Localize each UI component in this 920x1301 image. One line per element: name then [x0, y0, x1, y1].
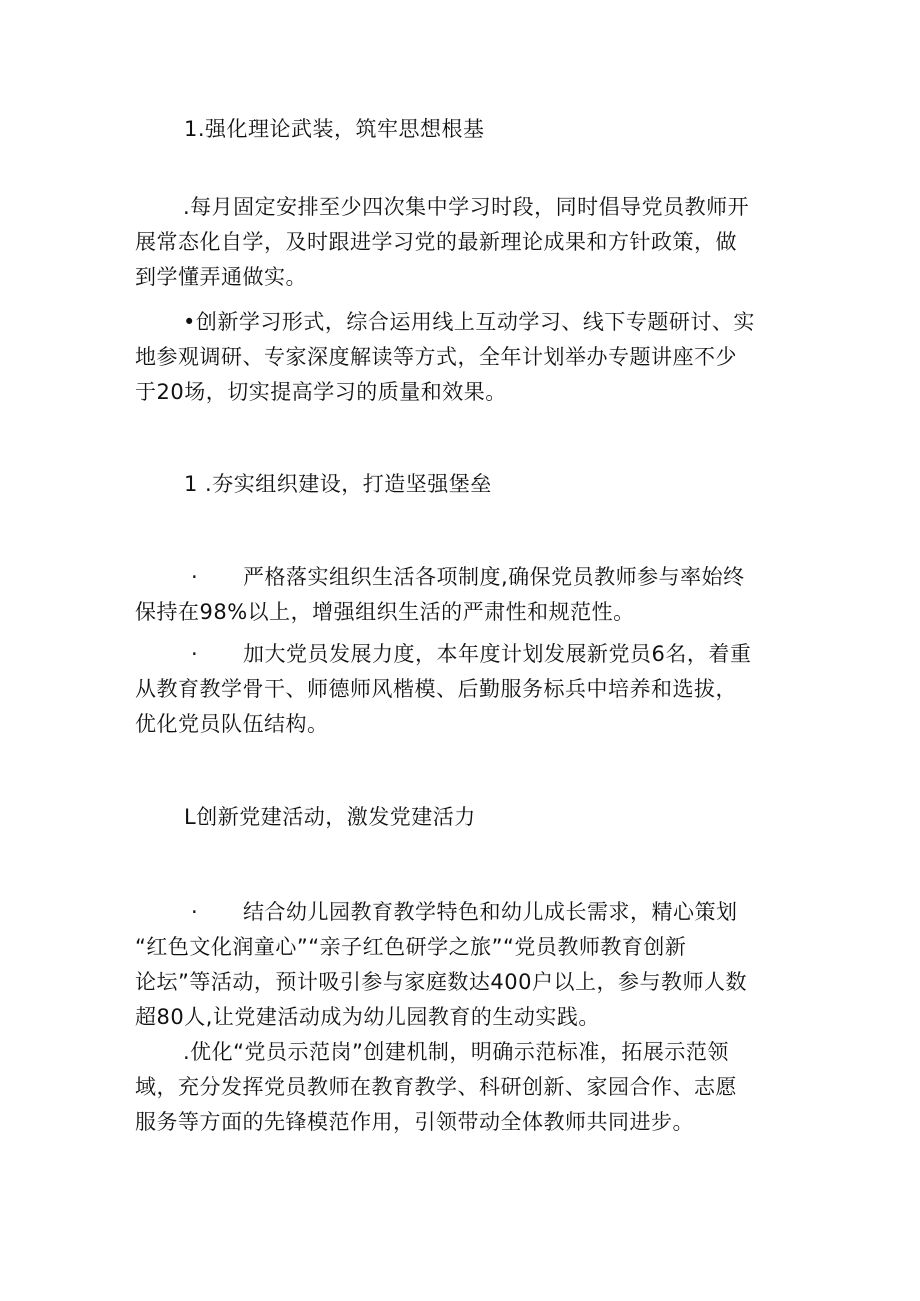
bullet-dot: · [191, 900, 199, 924]
paragraph-3-2 [135, 1035, 795, 1140]
paragraph-line: 结合幼儿园教育教学特色和幼儿成长需求，精心策划 [243, 900, 738, 924]
paragraph-3-1 [135, 895, 795, 1035]
paragraph-line: 展常态化自学，及时跟进学习党的最新理论成果和方针政策，做 [135, 230, 737, 254]
section-heading-2: 1 .夯实组织建设，打造坚强堡垒 [184, 472, 492, 496]
paragraph-line: 严格落实组织生活各项制度,确保党员教师参与率始终 [243, 565, 745, 589]
paragraph-line: 地参观调研、专家深度解读等方式，全年计划举办专题讲座不少 [135, 345, 737, 369]
paragraph-line: .优化“党员示范岗”创建机制，明确示范标准，拓展示范领 [183, 1040, 729, 1064]
paragraph-line: 超80人,让党建活动成为幼儿园教育的生动实践。 [135, 1005, 600, 1029]
paragraph-1-1 [135, 190, 795, 295]
paragraph-line: 保持在98%以上，增强组织生活的严肃性和规范性。 [135, 600, 635, 624]
paragraph-line: 从教育教学骨干、师德师风楷模、后勤服务标兵中培养和选拔， [135, 677, 737, 701]
paragraph-line: “红色文化润童心”“亲子红色研学之旅”“党员教师教育创新 [135, 935, 687, 959]
paragraph-line: 域，充分发挥党员教师在教育教学、科研创新、家园合作、志愿 [135, 1075, 737, 1099]
paragraph-line: 到学懂弄通做实。 [135, 265, 307, 289]
paragraph-2-1 [135, 560, 795, 630]
bullet-dot: · [191, 565, 199, 589]
paragraph-1-2 [135, 305, 795, 410]
section-heading-1: 1.强化理论武装，筑牢思想根基 [184, 117, 485, 141]
section-heading-3: L创新党建活动，激发党建活力 [184, 805, 476, 829]
paragraph-line: 论坛”等活动，预计吸引参与家庭数达400户以上，参与教师人数 [135, 970, 747, 994]
paragraph-2-2 [135, 637, 795, 742]
paragraph-line: 加大党员发展力度，本年度计划发展新党员6名，着重 [243, 642, 752, 666]
paragraph-line: •创新学习形式，综合运用线上互动学习、线下专题研讨、实 [183, 310, 755, 334]
paragraph-line: 于20场，切实提高学习的质量和效果。 [135, 380, 507, 404]
paragraph-line: 优化党员队伍结构。 [135, 712, 329, 736]
bullet-dot: · [191, 642, 199, 666]
paragraph-line: .每月固定安排至少四次集中学习时段，同时倡导党员教师开 [183, 195, 750, 219]
paragraph-line: 服务等方面的先锋模范作用，引领带动全体教师共同进步。 [135, 1110, 694, 1134]
